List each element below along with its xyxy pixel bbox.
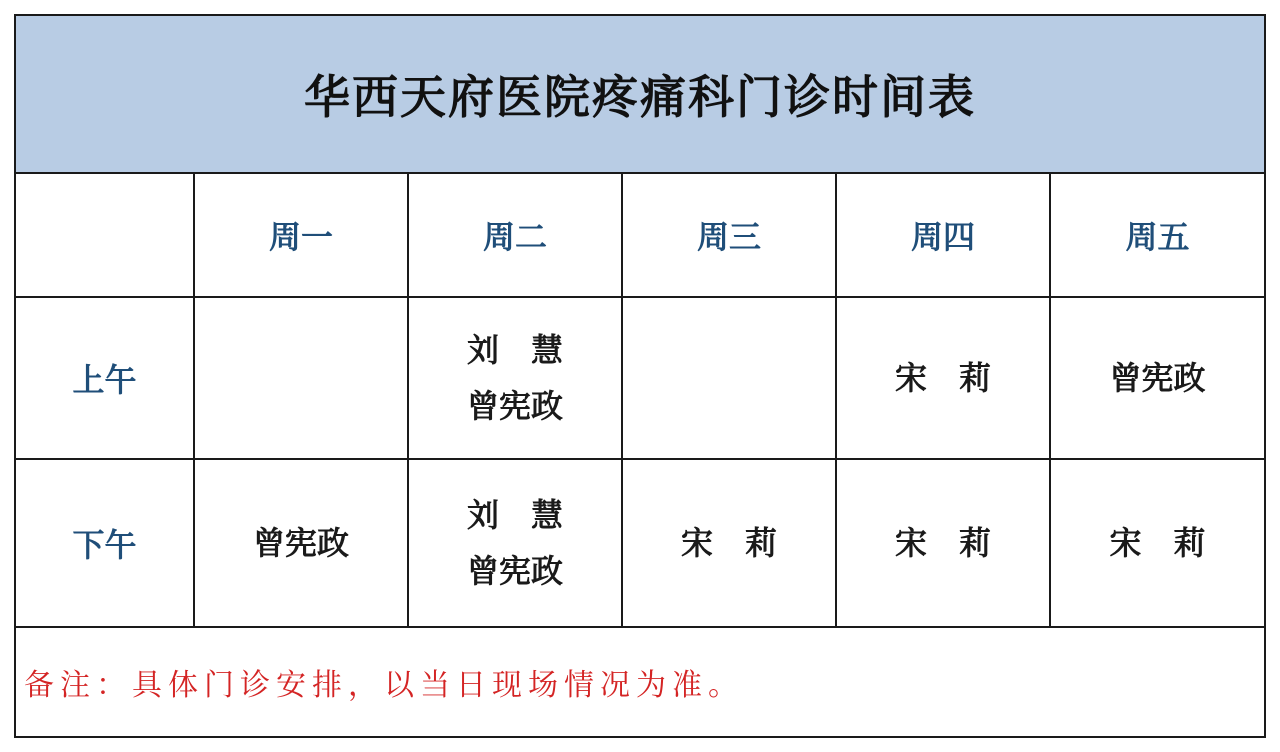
period-cell: [16, 459, 194, 627]
day-label: 周一: [268, 218, 333, 256]
doctor-name: 曾宪政: [252, 524, 349, 562]
schedule-cell: [194, 297, 408, 459]
day-header-row: [16, 174, 1264, 297]
period-label-morning: 上午: [72, 361, 137, 399]
doctor-name: 宋 莉: [894, 524, 991, 562]
schedule-cell: [1050, 297, 1264, 459]
corner-cell: [16, 174, 194, 297]
doctor-name: 刘 慧: [466, 496, 563, 534]
schedule-cell: [622, 297, 836, 459]
day-header-cell: [836, 174, 1050, 297]
page-title: 华西天府医院疼痛科门诊时间表: [304, 70, 976, 124]
schedule-cell: [836, 297, 1050, 459]
note-text: 备注：具体门诊安排，以当日现场情况为准。: [24, 668, 744, 703]
schedule-cell: [836, 459, 1050, 627]
note-area: [16, 626, 1264, 736]
day-header-cell: [622, 174, 836, 297]
day-header-cell: [408, 174, 622, 297]
day-label: 周五: [1125, 218, 1190, 256]
doctor-name: 曾宪政: [466, 387, 563, 425]
afternoon-row: [16, 459, 1264, 627]
day-header-cell: [194, 174, 408, 297]
schedule-cell: [194, 459, 408, 627]
doctor-name: 宋 莉: [894, 359, 991, 397]
title-band: [16, 16, 1264, 174]
period-cell: [16, 297, 194, 459]
schedule-table: [16, 174, 1264, 628]
schedule-cell: [1050, 459, 1264, 627]
schedule-cell: [408, 459, 622, 627]
doctor-name: 曾宪政: [466, 552, 563, 590]
period-label-afternoon: 下午: [72, 526, 137, 564]
day-label: 周四: [910, 218, 975, 256]
schedule-cell: [408, 297, 622, 459]
doctor-name: 刘 慧: [466, 331, 563, 369]
day-label: 周二: [482, 218, 547, 256]
doctor-name: 宋 莉: [680, 524, 777, 562]
doctor-name: 宋 莉: [1109, 524, 1206, 562]
schedule-sheet: [14, 14, 1266, 738]
day-label: 周三: [696, 218, 761, 256]
day-header-cell: [1050, 174, 1264, 297]
doctor-name: 曾宪政: [1109, 359, 1206, 397]
morning-row: [16, 297, 1264, 459]
schedule-cell: [622, 459, 836, 627]
